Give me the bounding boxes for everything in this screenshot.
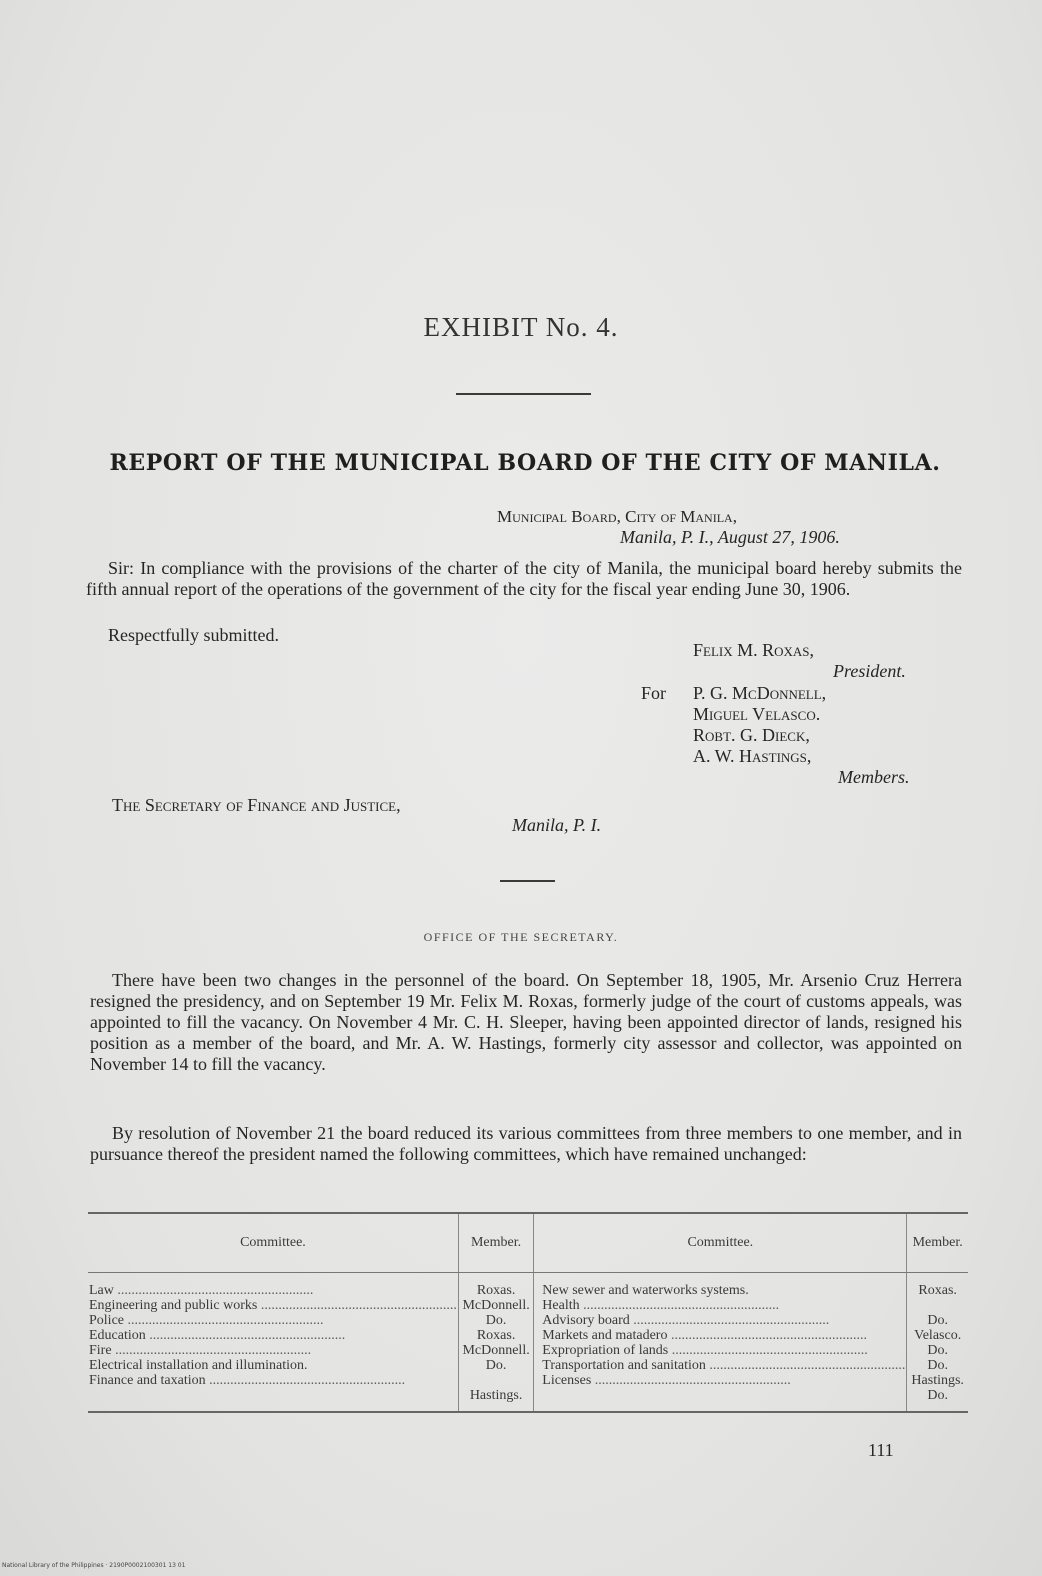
member-name: Do. xyxy=(927,1343,948,1358)
right-committee-column xyxy=(534,1273,907,1413)
committee-name: Transportation and sanitation ..... xyxy=(542,1358,905,1373)
member-name: Velasco. xyxy=(914,1328,962,1343)
exhibit-heading: EXHIBIT No. 4. xyxy=(423,312,619,342)
body-paragraph: There have been two changes in the personnel of the board. On September 18, 1905, Mr. Arsenio Cruz Herrera resigned the presidency, and on September 19 Mr. Felix M. Roxas, formerly judge of the court of customs appeals, was appointed to fill the vacancy. On November 4 Mr. C. H. Sleeper, having been appointed director of lands, resigned his position as a member of the board, and Mr. A. W. Hastings, formerly city assessor and collector, was appointed on November 14 to fill the vacancy. xyxy=(90,970,962,1074)
table-header: Committee. xyxy=(534,1213,907,1273)
member-signature: A. W. Hastings, xyxy=(693,746,812,766)
members-title: Members. xyxy=(838,767,910,787)
member-name: Hastings. xyxy=(911,1373,964,1388)
dateline-place: Municipal Board, City of Manila, xyxy=(497,507,737,526)
committee-name: Health ..... xyxy=(542,1298,905,1313)
member-signature: Miguel Velasco. xyxy=(693,704,821,724)
left-committee-column xyxy=(88,1273,458,1413)
divider-rule xyxy=(500,880,555,882)
member-signature: P. G. McDonnell, xyxy=(693,683,827,703)
member-name: Roxas. xyxy=(476,1328,516,1343)
committee-name: Law ..... xyxy=(89,1283,457,1298)
for-prefix: For xyxy=(641,683,667,703)
member-name: Roxas. xyxy=(476,1283,516,1298)
page-number: 111 xyxy=(868,1440,894,1460)
committee-name: Engineering and public works ..... xyxy=(89,1298,457,1313)
committee-name: Police ..... xyxy=(89,1313,457,1328)
report-title: REPORT OF THE MUNICIPAL BOARD OF THE CITY OF MANILA. xyxy=(109,450,941,476)
member-name: Do. xyxy=(485,1358,507,1373)
president-title: President. xyxy=(833,661,906,681)
member-signature: Robt. G. Dieck, xyxy=(693,725,810,745)
committee-name: Electrical installation and illumination. xyxy=(89,1358,308,1373)
member-name: Do. xyxy=(927,1388,948,1403)
committee-table xyxy=(88,1212,968,1413)
left-member-column xyxy=(458,1273,533,1413)
member-name: Hastings. xyxy=(469,1388,523,1403)
letter-body: Sir: In compliance with the provisions of the charter of the city of Manila, the municipal board hereby submits the fifth annual report of the operations of the government of the city for the fiscal year ending June 30, 1906. xyxy=(86,558,962,599)
table-row xyxy=(88,1273,968,1413)
committee-name: Fire ..... xyxy=(89,1343,457,1358)
table-header: Member. xyxy=(907,1213,968,1273)
office-heading: OFFICE OF THE SECRETARY. xyxy=(423,930,619,944)
member-name: Do. xyxy=(927,1358,948,1373)
committee-name: New sewer and waterworks systems. xyxy=(542,1283,749,1298)
member-name: Do. xyxy=(485,1313,507,1328)
committee-name: Advisory board ..... xyxy=(542,1313,905,1328)
right-member-column xyxy=(907,1273,968,1413)
member-name: McDonnell. xyxy=(462,1298,530,1313)
scan-footer: National Library of the Philippines · 2190P0002100301 13 01 xyxy=(2,1562,186,1569)
committee-name: Licenses ..... xyxy=(542,1373,905,1388)
committee-name: Markets and matadero ..... xyxy=(542,1328,905,1343)
committee-name: Expropriation of lands ..... xyxy=(542,1343,905,1358)
member-name: McDonnell. xyxy=(462,1343,530,1358)
addressee-name: The Secretary of Finance and Justice, xyxy=(112,795,401,815)
table-header: Committee. xyxy=(88,1213,458,1273)
member-name: Roxas. xyxy=(918,1283,957,1298)
addressee-place: Manila, P. I. xyxy=(512,815,602,835)
president-name: Felix M. Roxas, xyxy=(693,640,815,660)
closing-line: Respectfully submitted. xyxy=(108,625,279,645)
member-name: Do. xyxy=(927,1313,948,1328)
table-header: Member. xyxy=(458,1213,533,1273)
committee-name: Finance and taxation ..... xyxy=(89,1373,457,1388)
body-paragraph: By resolution of November 21 the board reduced its various committees from three members to one member, and in pursuance thereof the president named the following committees, which have remained unchanged: xyxy=(90,1123,962,1164)
dateline-date: Manila, P. I., August 27, 1906. xyxy=(620,527,840,547)
divider-rule xyxy=(456,393,591,395)
committee-name: Education ..... xyxy=(89,1328,457,1343)
